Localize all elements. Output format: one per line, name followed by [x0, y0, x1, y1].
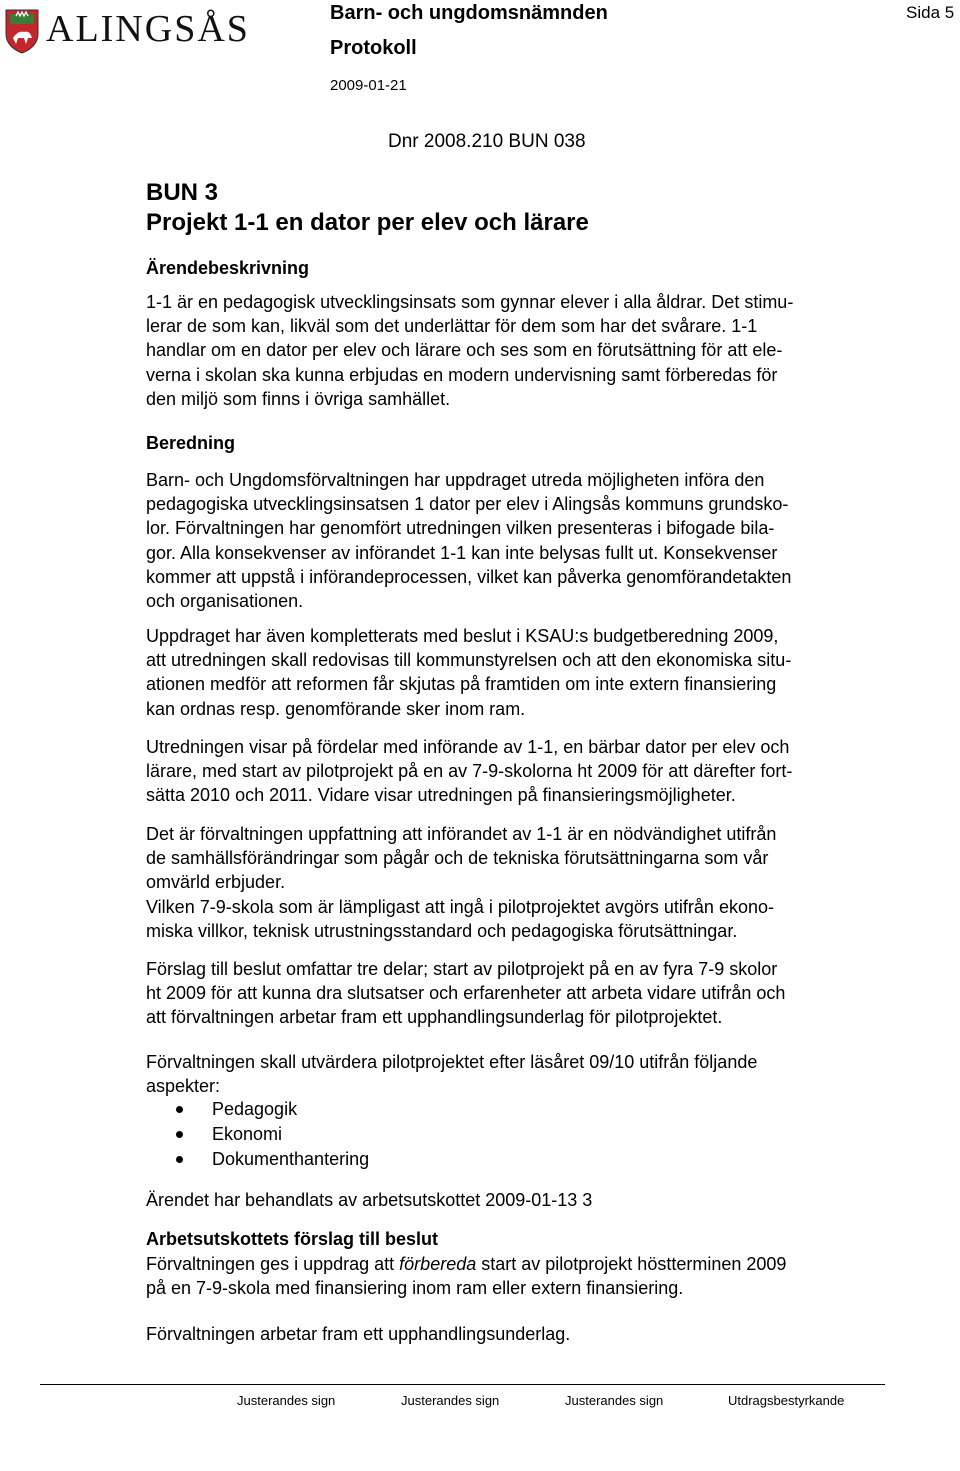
beredning-paragraph-6: [146, 1050, 870, 1098]
text-line: de samhällsförändringar som pågår och de tekniska förutsättningarna som vår: [146, 848, 769, 869]
signature-label-3: Justerandes sign: [565, 1393, 664, 1408]
text-line: handlar om en dator per elev och lärare och ses som en förutsättning för att ele-: [146, 340, 783, 361]
text-line: miska villkor, teknisk utrustningsstandard och pedagogiska förutsättningar.: [146, 920, 738, 941]
text-line: kan ordnas resp. genomförande sker inom ram.: [146, 698, 526, 719]
text-line: Vilken 7-9-skola som är lämpligast att ingå i pilotprojektet avgörs utifrån ekono-: [146, 896, 774, 917]
footer-divider: [40, 1384, 885, 1385]
text-line: verna i skolan ska kunna erbjudas en modern undervisning samt förberedas för: [146, 364, 778, 385]
list-item: Pedagogik: [146, 1097, 870, 1122]
forslag-text: [146, 1252, 870, 1300]
beredning-paragraph-5: [146, 957, 870, 1030]
text-line: på en 7-9-skola med finansiering inom ram eller extern finansiering.: [146, 1278, 684, 1299]
text-line: lärare, med start av pilotprojekt på en av 7-9-skolorna ht 2009 för att därefter fort-: [146, 761, 793, 782]
meeting-date: 2009-01-21: [330, 77, 407, 94]
beredning-paragraph-1: [146, 468, 870, 613]
case-title-line1: BUN 3: [146, 179, 219, 206]
heading-arendebeskrivning: Ärendebeskrivning: [146, 258, 310, 278]
forslag-paragraph-2: Förvaltningen arbetar fram ett upphandlingsunderlag.: [146, 1324, 571, 1344]
text-line: Utredningen visar på fördelar med införande av 1-1, en bärbar dator per elev och: [146, 737, 790, 757]
text-line: att förvaltningen arbetar fram ett upphandlingsunderlag för pilotprojektet.: [146, 1007, 723, 1028]
text-line: Förslag till beslut omfattar tre delar; start av pilotprojekt på en av fyra 7-9 skolor: [146, 959, 778, 979]
extract-certification-label: Utdragsbestyrkande: [728, 1393, 845, 1408]
handled-note: Ärendet har behandlats av arbetsutskottet 2009-01-13 3: [146, 1190, 593, 1210]
logo-wordmark: ALINGSÅS: [46, 8, 250, 50]
heading-forslag: Arbetsutskottets förslag till beslut: [146, 1229, 439, 1249]
text-line: kommer att uppstå i införandeprocessen, vilket kan påverka genomförandetakten: [146, 566, 792, 587]
text-line: Barn- och Ungdomsförvaltningen har uppdraget utreda möjligheten införa den: [146, 470, 765, 490]
text-line: [146, 1252, 870, 1276]
document-type: Protokoll: [330, 37, 417, 59]
text-line: gor. Alla konsekvenser av införandet 1-1 kan inte belysas fullt ut. Konsekvenser: [146, 542, 778, 563]
emphasis-text: förbereda: [399, 1254, 477, 1274]
text-line: omvärld erbjuder.: [146, 872, 286, 893]
signature-label-1: Justerandes sign: [237, 1393, 336, 1408]
signature-label-2: Justerandes sign: [401, 1393, 500, 1408]
list-item: Dokumenthantering: [146, 1147, 870, 1172]
text-line: att utredningen skall redovisas till kommunstyrelsen och att den ekonomiska situ-: [146, 650, 792, 671]
text-line: ht 2009 för att kunna dra slutsatser och erfarenheter att arbeta vidare utifrån och: [146, 983, 786, 1004]
coat-of-arms-icon: [4, 8, 40, 54]
text-line: pedagogiska utvecklingsinsatsen 1 dator per elev i Alingsås kommuns grundsko-: [146, 494, 789, 515]
alingsas-logo: [0, 6, 262, 60]
list-item: Ekonomi: [146, 1122, 870, 1147]
text-line: 1-1 är en pedagogisk utvecklingsinsats som gynnar elever i alla åldrar. Det stimu-: [146, 292, 794, 312]
arendebeskrivning-text: [146, 290, 870, 411]
text-fragment: start av pilotprojekt höstterminen 2009: [476, 1254, 787, 1274]
text-line: sätta 2010 och 2011. Vidare visar utredningen på finansieringsmöjligheter.: [146, 785, 736, 806]
case-number: Dnr 2008.210 BUN 038: [388, 131, 586, 152]
case-title: [146, 178, 589, 238]
text-line: lerar de som kan, likväl som det underlättar för dem som har det svårare. 1-1: [146, 316, 758, 337]
page-number: Sida 5: [906, 3, 955, 22]
text-line: Det är förvaltningen uppfattning att införandet av 1-1 är en nödvändighet utifrån: [146, 824, 777, 844]
text-line: den miljö som finns i övriga samhället.: [146, 388, 451, 409]
beredning-paragraph-3: [146, 735, 870, 808]
beredning-paragraph-4: [146, 822, 870, 943]
text-fragment: Förvaltningen ges i uppdrag att: [146, 1254, 400, 1274]
beredning-paragraph-2: [146, 624, 870, 721]
aspect-list: [146, 1097, 870, 1172]
text-line: Förvaltningen skall utvärdera pilotprojektet efter läsåret 09/10 utifrån följande: [146, 1052, 758, 1072]
case-title-line2: Projekt 1-1 en dator per elev och lärare: [146, 209, 589, 236]
text-line: och organisationen.: [146, 591, 304, 612]
committee-name: Barn- och ungdomsnämnden: [330, 2, 608, 24]
text-line: lor. Förvaltningen har genomfört utredningen vilken presenteras i bifogade bila-: [146, 518, 775, 539]
text-line: Uppdraget har även kompletterats med beslut i KSAU:s budgetberedning 2009,: [146, 626, 779, 646]
heading-beredning: Beredning: [146, 433, 236, 453]
text-line: aspekter:: [146, 1076, 221, 1097]
text-line: ationen medför att reformen får skjutas på framtiden om inte extern finansiering: [146, 674, 777, 695]
